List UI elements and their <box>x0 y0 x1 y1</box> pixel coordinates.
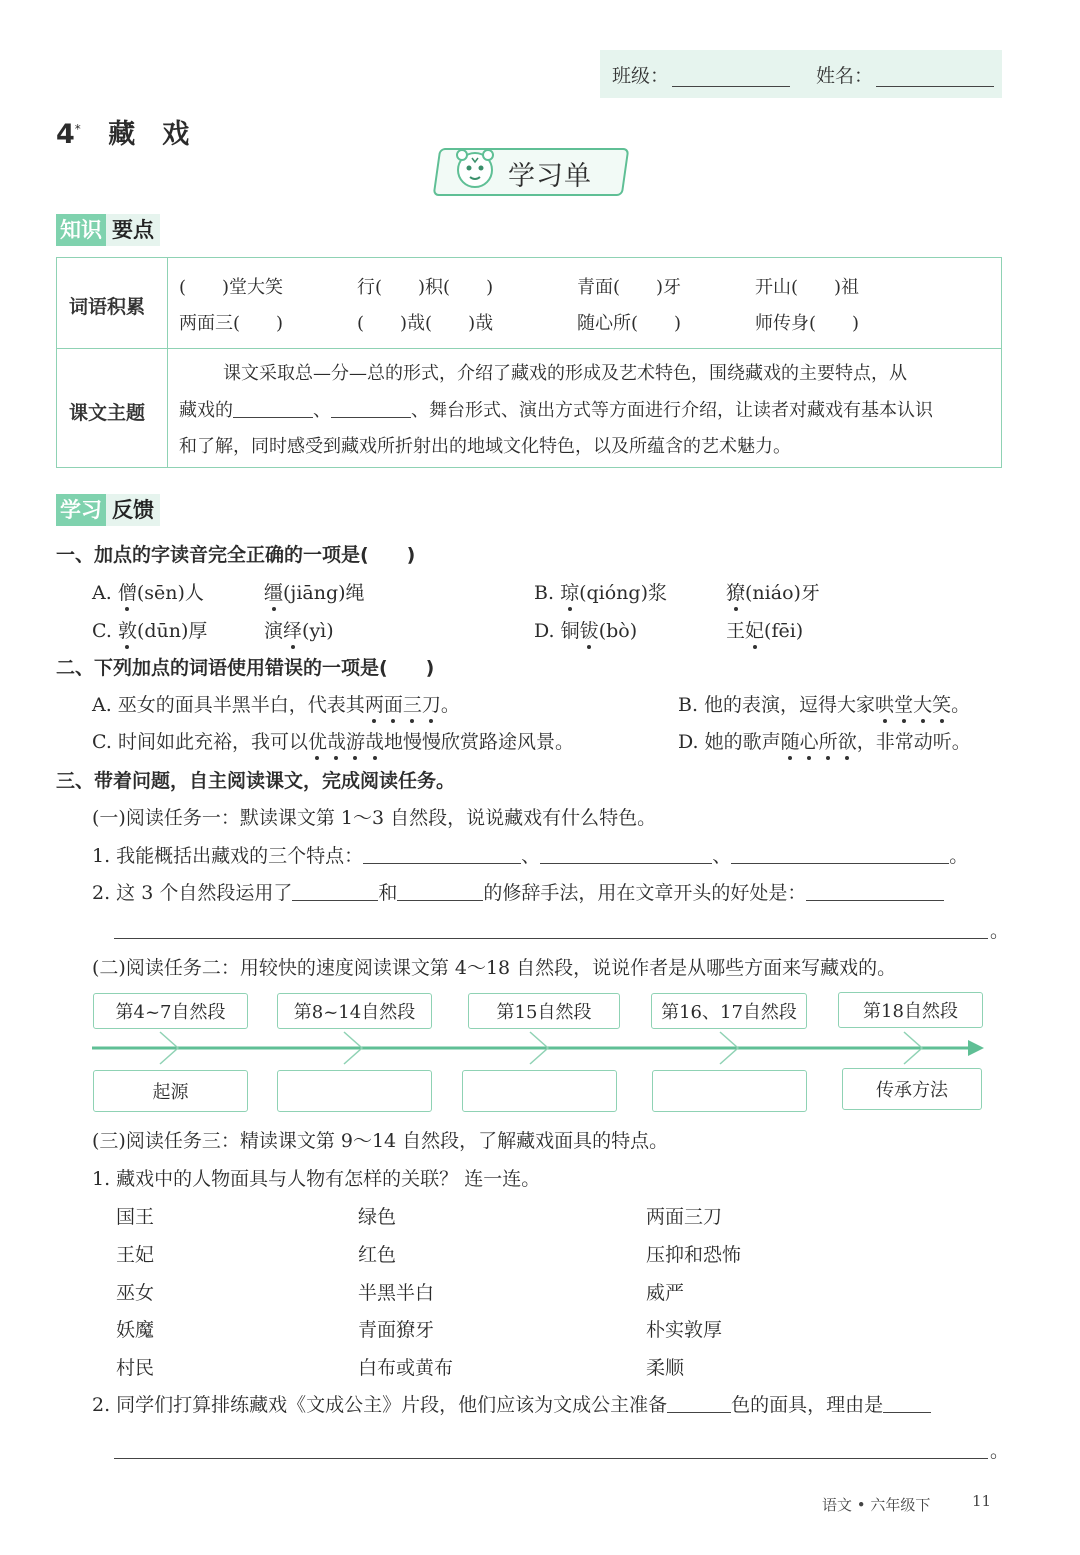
match-trait[interactable]: 朴实敦厚 <box>646 1319 723 1341</box>
timeline-top-box: 第18自然段 <box>838 992 983 1028</box>
match-trait[interactable]: 柔顺 <box>646 1357 685 1379</box>
q1-option-b[interactable]: B. 琼(qióng)浆 <box>534 578 667 605</box>
knowledge-tag-a: 知识 <box>56 214 106 246</box>
timeline-answer-box[interactable] <box>652 1070 807 1112</box>
theme-line: 课文采取总—分—总的形式，介绍了藏戏的形成及艺术特色，围绕藏戏的主要特点，从 <box>223 363 907 384</box>
dotted-char: 三 <box>403 690 422 717</box>
task-1-title: (一)阅读任务一：默读课文第 1～3 自然段，说说藏戏有什么特色。 <box>92 807 657 829</box>
dotted-char: 笑 <box>932 690 951 717</box>
knowledge-tag-b: 要点 <box>106 214 160 246</box>
dotted-word <box>781 731 857 753</box>
answer-blank[interactable] <box>363 863 521 864</box>
name-label: 姓名： <box>816 65 874 87</box>
q1-option-a-2: 缰(jiāng)绳 <box>264 578 365 605</box>
dotted-char: 堂 <box>894 690 913 717</box>
match-mask-color[interactable]: 白布或黄布 <box>358 1357 454 1379</box>
footer-subject: 语文 • 六年级下 <box>822 1496 931 1514</box>
match-mask-color[interactable]: 青面獠牙 <box>358 1319 435 1341</box>
answer-blank[interactable] <box>667 1412 731 1413</box>
match-mask-color[interactable]: 绿色 <box>358 1206 397 1228</box>
idiom-item: 行( )积( ) <box>357 277 494 298</box>
task-3-question-1: 1. 藏戏中的人物面具与人物有怎样的关联？ 连一连。 <box>92 1168 541 1190</box>
dotted-char: 面 <box>384 690 403 717</box>
match-person[interactable]: 村民 <box>116 1357 155 1379</box>
name-field[interactable] <box>876 86 994 87</box>
dotted-char: 所 <box>819 727 838 754</box>
tiger-mascot-icon <box>448 146 502 194</box>
theme-line: 藏戏的 、 、舞台形式、演出方式等方面进行介绍，让读者对藏戏有基本认识 <box>179 400 933 421</box>
answer-blank[interactable] <box>806 900 944 901</box>
task-3-title: (三)阅读任务三：精读课文第 9～14 自然段，了解藏戏面具的特点。 <box>92 1130 669 1152</box>
dotted-char: 刀 <box>422 690 441 717</box>
feedback-tag-a: 学习 <box>56 494 106 526</box>
lesson-number: 4 <box>56 119 75 150</box>
timeline-top-box: 第4~7自然段 <box>93 993 248 1029</box>
answer-blank[interactable] <box>397 900 483 901</box>
idiom-item: ( )堂大笑 <box>179 277 284 298</box>
dotted-char: 哄 <box>875 690 894 717</box>
task-2-title: (二)阅读任务二：用较快的速度阅读课文第 4～18 自然段，说说作者是从哪些方面来写藏戏的。 <box>92 957 897 979</box>
task-1-question-2: 2. 这 3 个自然段运用了 和 的修辞手法，用在文章开头的好处是： <box>92 878 944 905</box>
answer-line[interactable] <box>114 938 988 939</box>
lesson-name: 藏 戏 <box>108 119 190 150</box>
answer-blank[interactable] <box>292 900 378 901</box>
timeline-top-box: 第16、17自然段 <box>651 993 807 1029</box>
idiom-item: ( )哉( )哉 <box>357 313 494 334</box>
q1-option-a[interactable]: A. 僧(sēn)人 <box>92 578 204 605</box>
idiom-item: 两面三( ) <box>179 313 284 334</box>
class-label: 班级： <box>612 65 670 87</box>
vocab-row-head: 词语积累 <box>69 296 146 318</box>
idiom-item: 开山( )祖 <box>755 277 860 298</box>
idiom-item: 随心所( ) <box>577 313 682 334</box>
dotted-char: 大 <box>913 690 932 717</box>
question-1-stem: 一、加点的字读音完全正确的一项是( ) <box>56 544 416 566</box>
dotted-char: 哉 <box>365 727 384 754</box>
feedback-section-tag <box>56 494 160 526</box>
answer-blank[interactable] <box>540 863 712 864</box>
dotted-char: 随 <box>781 727 800 754</box>
period: 。 <box>990 920 1010 942</box>
match-mask-color[interactable]: 红色 <box>358 1244 397 1266</box>
knowledge-section-tag <box>56 214 160 246</box>
answer-blank[interactable] <box>731 863 949 864</box>
q2-option-b[interactable]: B. 他的表演，逗得大家哄堂大笑。 <box>678 690 970 717</box>
match-trait[interactable]: 压抑和恐怖 <box>646 1244 742 1266</box>
dotted-char: 心 <box>800 727 819 754</box>
match-person[interactable]: 国王 <box>116 1206 155 1228</box>
dotted-word <box>308 731 384 753</box>
feedback-tag-b: 反馈 <box>106 494 160 526</box>
match-trait[interactable]: 两面三刀 <box>646 1206 723 1228</box>
timeline-answer-box: 传承方法 <box>842 1068 982 1110</box>
knowledge-table <box>56 257 1002 468</box>
q1-option-d-2: 王妃(fēi) <box>726 616 803 643</box>
timeline-answer-box: 起源 <box>93 1070 248 1112</box>
dotted-char: 哉 <box>327 727 346 754</box>
theme-blank[interactable] <box>331 417 411 418</box>
timeline-answer-box[interactable] <box>277 1070 432 1112</box>
lesson-star: * <box>74 122 81 136</box>
match-person[interactable]: 王妃 <box>116 1244 155 1266</box>
q1-option-b-2: 獠(niáo)牙 <box>726 578 820 605</box>
match-trait[interactable]: 威严 <box>646 1282 685 1304</box>
timeline-top-box: 第8~14自然段 <box>277 993 432 1029</box>
q2-option-a[interactable]: A. 巫女的面具半黑半白，代表其两面三刀。 <box>92 690 460 717</box>
dotted-char: 优 <box>308 727 327 754</box>
theme-row-head: 课文主题 <box>69 402 146 424</box>
theme-line: 和了解，同时感受到藏戏所折射出的地域文化特色，以及所蕴含的艺术魅力。 <box>179 436 791 457</box>
q2-option-c[interactable]: C. 时间如此充裕，我可以优哉游哉地慢慢欣赏路途风景。 <box>92 727 574 754</box>
dotted-char: 欲 <box>838 727 857 754</box>
table-divider-horizontal <box>57 348 1001 349</box>
timeline-answer-box[interactable] <box>462 1070 617 1112</box>
q2-option-d[interactable]: D. 她的歌声随心所欲，非常动听。 <box>678 727 971 754</box>
idiom-item: 青面( )牙 <box>577 277 682 298</box>
answer-blank[interactable] <box>883 1412 931 1413</box>
page-number: 11 <box>972 1492 992 1510</box>
match-person[interactable]: 巫女 <box>116 1282 155 1304</box>
theme-blank[interactable] <box>233 417 313 418</box>
class-field[interactable] <box>672 86 790 87</box>
period: 。 <box>990 1440 1010 1462</box>
timeline-arrow <box>84 1028 994 1072</box>
match-mask-color[interactable]: 半黑半白 <box>358 1282 435 1304</box>
q1-option-c-2: 演绎(yì) <box>264 616 334 643</box>
question-3-stem: 三、带着问题，自主阅读课文，完成阅读任务。 <box>56 770 456 792</box>
table-divider-vertical <box>167 258 168 467</box>
dotted-char: 两 <box>365 690 384 717</box>
q1-option-d[interactable]: D. 铜钹(bò) <box>534 616 637 643</box>
answer-line[interactable] <box>114 1458 988 1459</box>
idiom-item: 师传身( ) <box>755 313 860 334</box>
dotted-word <box>875 694 951 716</box>
dotted-word <box>365 694 441 716</box>
task-3-question-2: 2. 同学们打算排练藏戏《文成公主》片段，他们应该为文成公主准备 色的面具，理由是 <box>92 1390 931 1417</box>
timeline-top-box: 第15自然段 <box>468 993 620 1029</box>
q1-option-c[interactable]: C. 敦(dūn)厚 <box>92 616 207 643</box>
task-1-question-1: 1. 我能概括出藏戏的三个特点： 、 、 。 <box>92 845 969 867</box>
question-2-stem: 二、下列加点的词语使用错误的一项是( ) <box>56 657 435 679</box>
lesson-title <box>56 112 189 151</box>
match-person[interactable]: 妖魔 <box>116 1319 155 1341</box>
dotted-char: 游 <box>346 727 365 754</box>
sheet-title: 学习单 <box>508 161 592 192</box>
